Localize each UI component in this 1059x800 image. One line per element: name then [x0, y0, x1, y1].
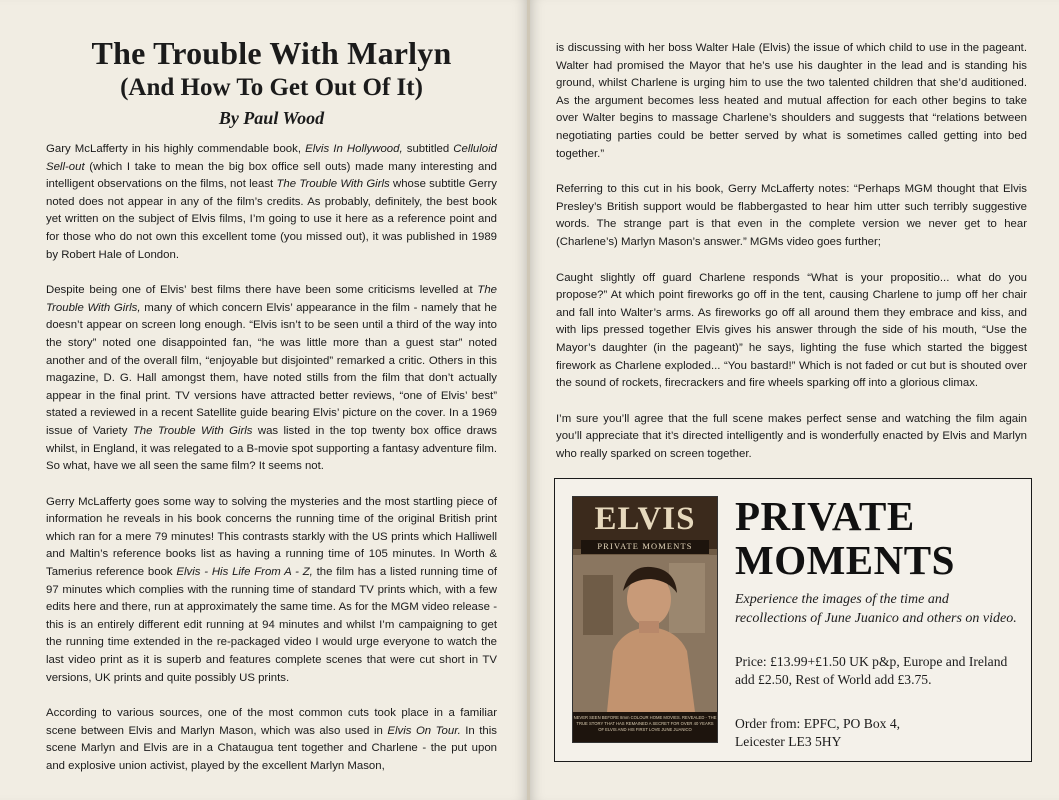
ad-description: Experience the images of the time and recollections of June Juanico and others on video. — [735, 592, 1017, 626]
italic-title-run: Elvis - His Life From A - Z, — [176, 566, 313, 579]
article-title: The Trouble With Marlyn — [91, 35, 452, 71]
cover-subtitle: PRIVATE MOMENTS — [581, 540, 709, 554]
right-page — [530, 0, 1059, 800]
text-run: In this scene Marlyn and Elvis are in a Chataugua tent together and Charlene - the put upon and explosive union activist, played by the excellent Marlyn Mason, — [46, 724, 497, 772]
right-paragraph-3 — [556, 270, 1027, 393]
text-run: Gerry McLafferty goes some way to solving the mysteries and the most startling piece of information he reveals in his book concerns the running time of the original British print which ran for a mere 79 minutes! This contrasts starkly with the US prints which Halliwell and Maltin’s reference books list as having a running time of 105 minutes. In Worth & Tamerius reference book — [46, 495, 497, 579]
left-paragraph-4 — [46, 705, 497, 775]
right-paragraph-1 — [556, 40, 1027, 163]
text-run: According to various sources, one of the most common cuts took place in a familiar scene between Elvis and Marlyn Mason, which was also used in — [46, 707, 497, 737]
ad-title-line-1: PRIVATE — [735, 493, 915, 539]
italic-title-run: Elvis On Tour. — [387, 724, 461, 737]
text-run: many of which concern Elvis’ appearance in the film - namely that he doesn’t appear on screen long enough. “Elvis isn’t to be seen until a third of the way into the story” noted one disappointed fan, “he was little more than a guest star” noted another and of the overall film, “enjoyable but disjointed” remarked a critic. Others in this magazine, D. G. Hall amongst them, have noted stills from the film that don’t actually appear in the final print. TV versions have attracted better reviews, “one of Elvis’ best” stated a reviewed in a recent Satellite guide bearing Elvis’ picture on the cover. In a 1969 issue of Variety — [46, 301, 497, 437]
cover-photo — [573, 555, 717, 712]
text-run: Referring to this cut in his book, Gerry McLafferty notes: “Perhaps MGM thought that Elvis Presley’s British support would be flabbergasted to hear him utter such terribly suggestive words. The strange part is that even in the complete version we never get to hear (Charlene’s) Marlyn Mason’s answer.” MGMs video goes further; — [556, 183, 1027, 248]
text-run: Despite being one of Elvis’ best films there have been some criticisms levelled at — [46, 284, 478, 297]
text-run: was listed in the top twenty box office draws whilst, in England, it was relegated to a B-movie spot supporting a fantasy adventure film. So what, have we all seen the same film? It seems not. — [46, 424, 497, 473]
left-paragraph-2 — [46, 282, 497, 476]
right-column — [556, 40, 1027, 499]
text-run: Gary McLafferty in his highly commendable book, — [46, 143, 306, 155]
italic-title-run: The Trouble With Girls — [132, 424, 253, 437]
ad-order-line-1: Order from: EPFC, PO Box 4, — [735, 716, 901, 731]
left-page — [0, 0, 527, 800]
ad-order-info — [735, 715, 1020, 751]
left-column — [46, 34, 497, 776]
text-run: the film has a listed running time of 97 minutes which complies with the running time of standard TV prints which, with a few edits here and there, run at approximately the same time. As for the MGM video release - this is an entirely different edit running at 94 minutes and whilst I’m campaigning to get the running time extended in the re-packaged video I would urge everyone to watch the last video print as it is superb and features complete scenes that were cut short in TV versions, UK prints and quite possibly US prints. — [46, 566, 497, 684]
text-run: subtitled — [402, 143, 454, 155]
article-subtitle: (And How To Get Out Of It) — [120, 74, 423, 101]
text-run: is discussing with her boss Walter Hale (Elvis) the issue of which child to use in the pageant. Walter had promised the Mayor that he’s use his daughter in the lead and is standing his ground, whilst Charlene is urging him to use the two talented children that she’d auditioned. As the argument becomes less heated and mutual affection for each other begins to take over Walter begins to massage Charlene’s shoulders and suggests that “relations between negotiating parties could be better served by what is sometimes called getting into bed together.” — [556, 42, 1027, 160]
italic-title-run: The Trouble With Girls — [276, 178, 390, 191]
ad-order-line-2: Leicester LE3 5HY — [735, 734, 842, 749]
right-paragraph-2 — [556, 181, 1027, 251]
ad-title-line-2: MOMENTS — [735, 537, 955, 583]
elvis-portrait-illustration — [573, 555, 717, 712]
advertisement-box — [554, 478, 1032, 762]
video-cover-image — [572, 496, 718, 743]
italic-title-run: The Trouble With Girls, — [46, 284, 497, 314]
text-run: I’m sure you’ll agree that the full scene makes perfect sense and watching the film again you’ll appreciate that it’s directed intelligently and is wonderfully enacted by Elvis and Marlyn who really sparked on screen together. — [556, 412, 1027, 460]
left-paragraph-1 — [46, 141, 497, 264]
left-paragraph-3 — [46, 494, 497, 688]
italic-title-run: Elvis In Hollywood, — [305, 143, 403, 155]
italic-title-run: Celluloid Sell-out — [46, 143, 497, 173]
text-run: (which I take to mean the big box office sell outs) made many interesting and intelligent observations on the films, not least — [46, 160, 497, 191]
text-run: Caught slightly off guard Charlene responds “What is your propositio... what do you propose?” At which point fireworks go off in the tent, causing Charlene to jump off her chair and fall into Walter’s arms. As fireworks go off all around them they embrace and kiss, and with lips pressed together Elvis gives his answer through the side of his mouth, “Use the Mayor’s daughter (in the pageant)” he says, lighting the fuse which started the biggest firework as Charlene exploded... “You bastard!” Which is not faded or cut but is shouted over the sound of rockets, firecrackers and fire wheels sparking off into a glorious climax. — [556, 271, 1027, 390]
right-paragraph-4 — [556, 411, 1027, 464]
cover-footer: NEVER SEEN BEFORE 8mm COLOUR HOME MOVIES. REVEALED - THE TRUE STORY THAT HAS REMAINED A SECRET FOR OVER 40 YEARS OF ELVIS AND HIS FIRST LOVE JUNE JUANICO — [573, 712, 717, 742]
text-run: whose subtitle Gerry noted does not appear in any of the film’s credits. As probably, definitely, the best book yet written on the subject of Elvis films, I’m going to use it here as a reference point and for those who do not own this excellent tome (you missed out), it was published in 1989 by Robert Hale of London. — [46, 178, 497, 261]
ad-price: Price: £13.99+£1.50 UK p&p, Europe and Ireland add £2.50, Rest of World add £3.75. — [735, 654, 1008, 687]
article-byline: By Paul Wood — [218, 108, 325, 128]
cover-title: ELVIS — [594, 501, 696, 537]
